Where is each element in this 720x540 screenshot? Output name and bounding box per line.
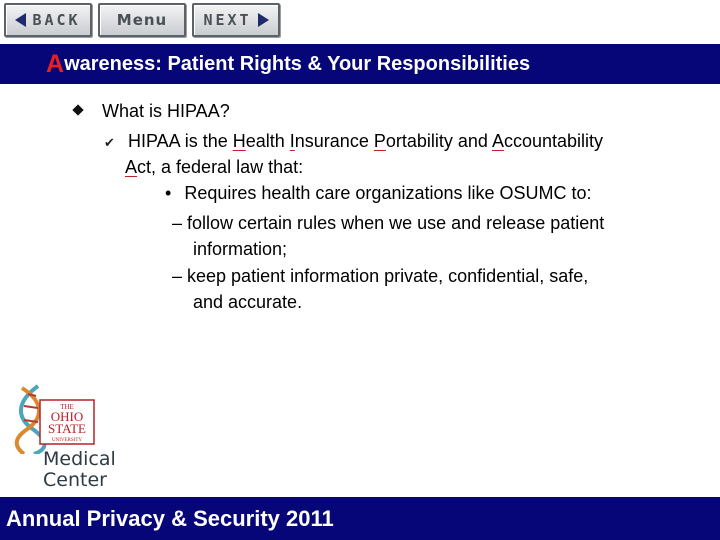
navigation-bar: [0, 0, 720, 42]
checkmark-bullet-icon: ✔: [104, 135, 115, 150]
item-2-line-2: and accurate.: [193, 292, 303, 312]
back-button[interactable]: [4, 3, 92, 37]
logo-line-ohio: OHIO: [50, 409, 84, 424]
definition-line-2: Act, a federal law that:: [125, 157, 304, 177]
dna-helix-icon: [10, 384, 120, 454]
back-label: BACK: [32, 11, 81, 29]
next-label: NEXT: [203, 11, 252, 29]
footer-bar: [0, 497, 720, 540]
logo-line-the: THE: [60, 403, 74, 411]
back-arrow-icon: [15, 13, 26, 27]
diamond-bullet-icon: [72, 104, 83, 115]
title-bar: [0, 44, 720, 84]
requirement-text: Requires health care organizations like OSUMC to:: [184, 183, 592, 203]
footer-title: Annual Privacy & Security 2011: [6, 505, 334, 531]
menu-button[interactable]: [98, 3, 186, 37]
logo-line-university: UNIVERSITY: [52, 438, 82, 443]
definition-line-1: HIPAA is the Health Insurance Portability and Accountability: [128, 131, 604, 151]
next-arrow-icon: [258, 13, 269, 27]
requirement-row: [165, 180, 592, 206]
title-first-letter: A: [46, 49, 65, 78]
osu-medical-center-logo: [10, 384, 120, 490]
page-title: wareness: Patient Rights & Your Responsibilities: [64, 52, 531, 75]
item-2-line-1: – keep patient information private, confidential, safe,: [172, 266, 589, 286]
item-1-line-2: information;: [193, 239, 288, 259]
logo-line-state: STATE: [48, 421, 86, 436]
logo-word-center: Center: [43, 469, 107, 491]
next-button[interactable]: [192, 3, 280, 37]
item-1-line-1: – follow certain rules when we use and release patient: [172, 213, 605, 233]
dot-bullet-icon: •: [165, 183, 172, 203]
logo-word-medical: Medical: [43, 448, 116, 470]
menu-label: Menu: [116, 11, 168, 29]
question-text: What is HIPAA?: [102, 101, 230, 121]
